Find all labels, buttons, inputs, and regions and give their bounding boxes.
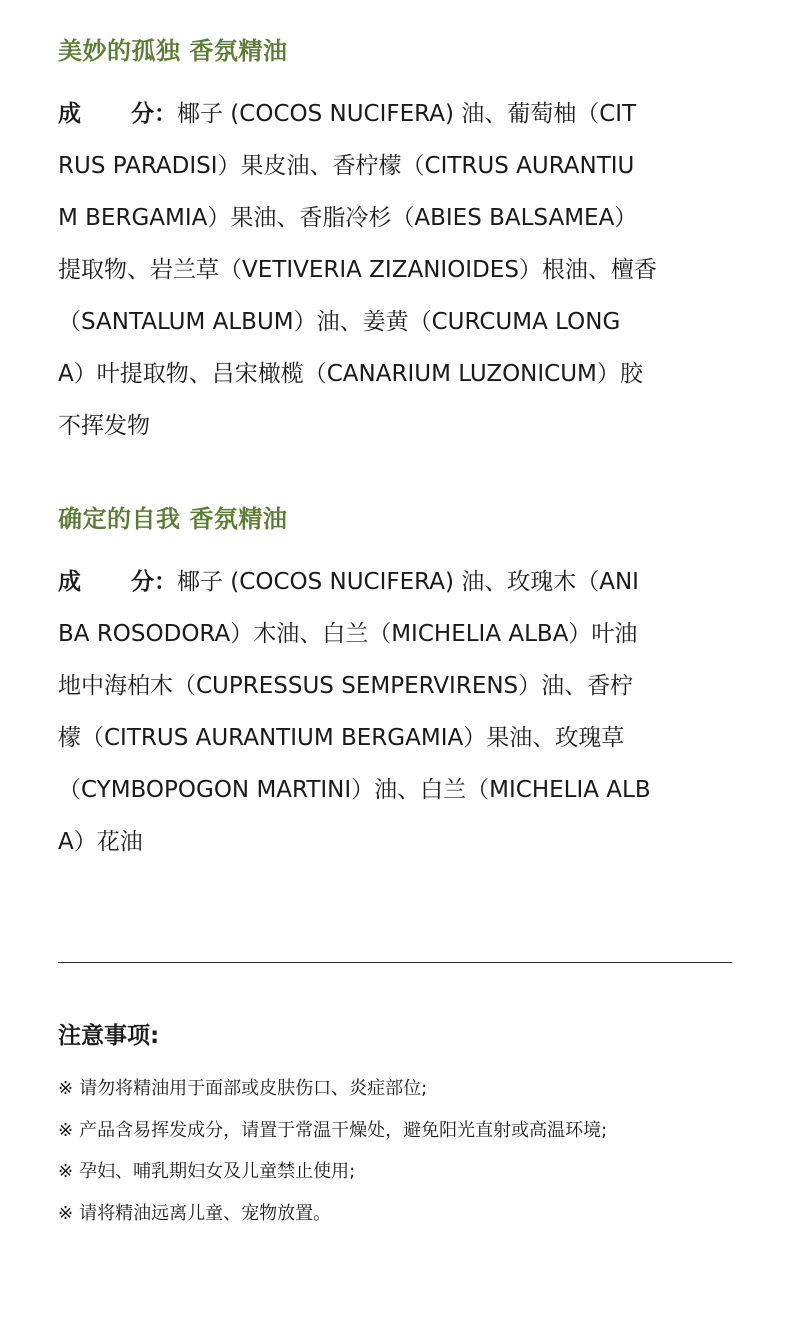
ingredients-block	[58, 556, 734, 868]
reference-mark-icon: ※	[58, 1202, 74, 1224]
reference-mark-icon: ※	[58, 1161, 74, 1182]
ingredient-line: RUS PARADISI）果皮油、香柠檬（CITRUS AURANTIU	[58, 153, 635, 179]
notes-title: 注意事项:	[58, 1023, 160, 1049]
ingredient-line: 提取物、岩兰草（VETIVERIA ZIZANIOIDES）根油、檀香	[58, 257, 657, 283]
ingredient-text: 椰子 (COCOS NUCIFERA) 油、葡萄柚（CIT	[177, 101, 637, 127]
divider	[58, 962, 732, 963]
ingredients-label: 成 分：	[58, 101, 177, 127]
ingredient-line: 檬（CITRUS AURANTIUM BERGAMIA）果油、玫瑰草	[58, 725, 625, 751]
note-item: ※ 产品含易挥发成分，请置于常温干燥处，避免阳光直射或高温环境;	[58, 1119, 608, 1141]
ingredient-line: M BERGAMIA）果油、香脂冷杉（ABIES BALSAMEA）	[58, 205, 638, 231]
ingredient-text: 椰子 (COCOS NUCIFERA) 油、玫瑰木（ANI	[177, 569, 639, 595]
note-item: ※ 请将精油远离儿童、宠物放置。	[58, 1202, 332, 1224]
product-title: 确定的自我 香氛精油	[58, 505, 288, 533]
ingredient-line: 地中海柏木（CUPRESSUS SEMPERVIRENS）油、香柠	[58, 673, 634, 699]
note-item: ※ 请勿将精油用于面部或皮肤伤口、炎症部位;	[58, 1078, 428, 1099]
ingredient-line: （SANTALUM ALBUM）油、姜黄（CURCUMA LONG	[58, 309, 621, 335]
reference-mark-icon: ※	[58, 1078, 74, 1099]
ingredient-line: 不挥发物	[58, 413, 150, 439]
ingredients-block	[58, 88, 734, 452]
product-section-2	[58, 504, 734, 868]
reference-mark-icon: ※	[58, 1119, 74, 1141]
ingredient-line	[58, 556, 734, 608]
ingredient-line: BA ROSODORA）木油、白兰（MICHELIA ALBA）叶油	[58, 621, 638, 647]
ingredient-line: A）花油	[58, 829, 143, 855]
ingredients-label: 成 分：	[58, 569, 177, 595]
ingredient-line: A）叶提取物、吕宋橄榄（CANARIUM LUZONICUM）胶	[58, 361, 643, 387]
ingredient-line: （CYMBOPOGON MARTINI）油、白兰（MICHELIA ALB	[58, 777, 651, 803]
ingredient-line	[58, 88, 734, 140]
product-section-1	[58, 36, 734, 452]
notes-list	[58, 1068, 738, 1234]
product-title: 美妙的孤独 香氛精油	[58, 37, 288, 65]
note-item: ※ 孕妇、哺乳期妇女及儿童禁止使用;	[58, 1161, 356, 1182]
